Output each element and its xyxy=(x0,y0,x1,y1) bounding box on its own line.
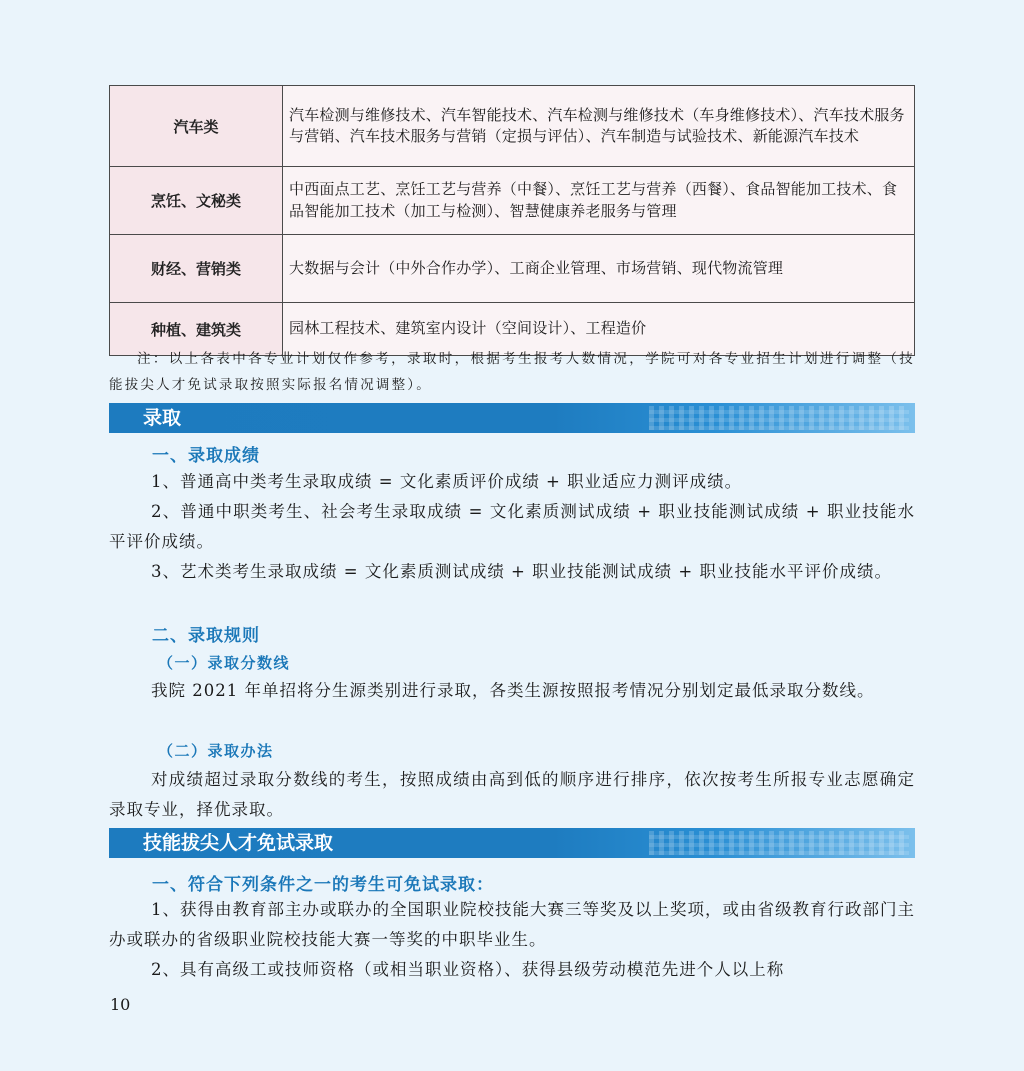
table-row xyxy=(110,167,915,235)
subheading-cutoff: （一）录取分数线 xyxy=(158,654,291,672)
paragraph: 1、普通高中类考生录取成绩 = 文化素质评价成绩 + 职业适应力测评成绩。 xyxy=(151,472,743,491)
section-header-admission xyxy=(109,403,915,433)
majors-cell: 中西面点工艺、烹饪工艺与营养（中餐）、烹饪工艺与营养（西餐）、食品智能加工技术、食品智能加工技术（加工与检测）、智慧健康养老服务与管理 xyxy=(283,167,915,235)
category-cell: 种植、建筑类 xyxy=(110,303,283,356)
pixel-pattern-decoration xyxy=(649,831,909,855)
majors-cell: 园林工程技术、建筑室内设计（空间设计）、工程造价 xyxy=(283,303,915,356)
table-row xyxy=(110,235,915,303)
heading-exempt-conditions: 一、符合下列条件之一的考生可免试录取： xyxy=(152,875,494,895)
subheading-method: （二）录取办法 xyxy=(158,742,274,760)
majors-table xyxy=(109,85,915,356)
heading-admission-rules: 二、录取规则 xyxy=(152,626,260,646)
section-header-exempt xyxy=(109,828,915,858)
paragraph: 3、艺术类考生录取成绩 = 文化素质测试成绩 + 职业技能测试成绩 + 职业技能水平评价成绩。 xyxy=(151,562,892,581)
paragraph: 2、普通中职类考生、社会考生录取成绩 = 文化素质测试成绩 + 职业技能测试成绩 + 职业技能水平评价成绩。 xyxy=(109,502,915,551)
pixel-pattern-decoration xyxy=(649,406,909,430)
heading-admission-score: 一、录取成绩 xyxy=(152,446,260,466)
category-cell: 烹饪、文秘类 xyxy=(110,167,283,235)
paragraph: 2、具有高级工或技师资格（或相当职业资格）、获得县级劳动模范先进个人以上称 xyxy=(151,960,785,979)
majors-cell: 汽车检测与维修技术、汽车智能技术、汽车检测与维修技术（车身维修技术）、汽车技术服务与营销、汽车技术服务与营销（定损与评估）、汽车制造与试验技术、新能源汽车技术 xyxy=(283,86,915,167)
paragraph: 1、获得由教育部主办或联办的全国职业院校技能大赛三等奖及以上奖项，或由省级教育行政部门主办或联办的省级职业院校技能大赛一等奖的中职毕业生。 xyxy=(109,900,915,949)
page-number: 10 xyxy=(110,995,131,1014)
section-title: 技能拔尖人才免试录取 xyxy=(143,832,334,854)
paragraph: 我院 2021 年单招将分生源类别进行录取，各类生源按照报考情况分别划定最低录取分数线。 xyxy=(151,681,875,700)
paragraph: 对成绩超过录取分数线的考生，按照成绩由高到低的顺序进行排序，依次按考生所报专业志愿确定录取专业，择优录取。 xyxy=(109,770,915,819)
section-title: 录取 xyxy=(143,407,182,429)
category-cell: 财经、营销类 xyxy=(110,235,283,303)
category-cell: 汽车类 xyxy=(110,86,283,167)
table-note: 注：以上各表中各专业计划仅作参考，录取时，根据考生报考人数情况，学院可对各专业招生计划进行调整（技能拔尖人才免试录取按照实际报名情况调整）。 xyxy=(109,351,915,393)
majors-cell: 大数据与会计（中外合作办学）、工商企业管理、市场营销、现代物流管理 xyxy=(283,235,915,303)
table-row xyxy=(110,86,915,167)
